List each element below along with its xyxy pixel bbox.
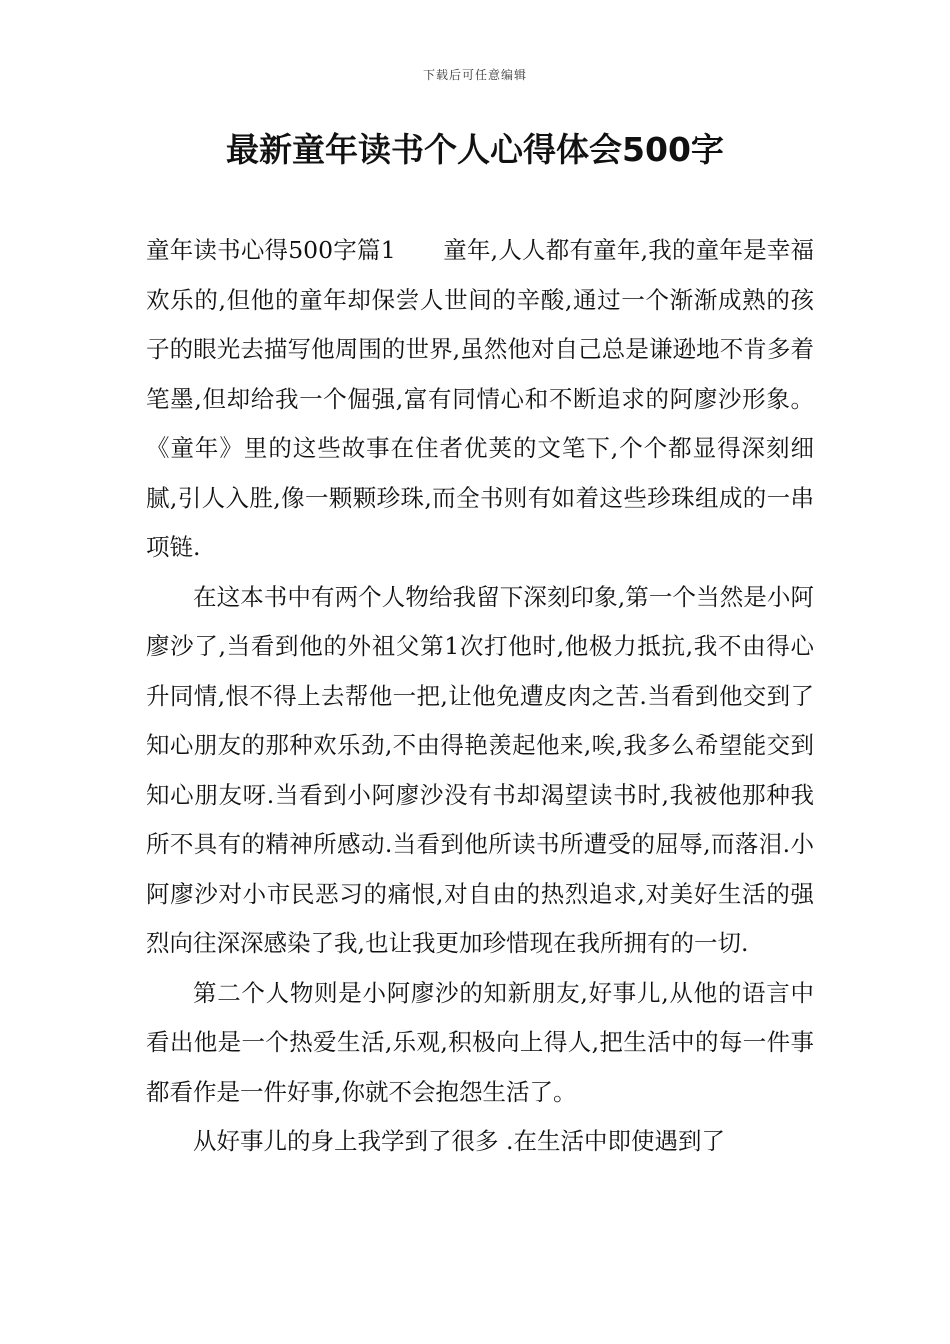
paragraph-4: 从好事儿的身上我学到了很多 .在生活中即使遇到了 bbox=[193, 1127, 725, 1155]
document-title: 最新童年读书个人心得体会500字 bbox=[226, 130, 724, 169]
paragraph-2: 在这本书中有两个人物给我留下深刻印象,第一个当然是小阿廖沙了,当看到他的外祖父第1次打他时,他极力抵抗,我不由得心升同情,恨不得上去帮他一把,让他免遭皮肉之苦.当看到他交到了知心朋友的那种欢乐劲,不由得艳羡起他来,唉,我多么希望能交到知心朋友呀.当看到小阿廖沙没有书却渴望读书时,我被他那种我所不具有的精神所感动.当看到他所读书所遭受的屈辱,而落泪.小阿廖沙对小市民恶习的痛恨,对自由的热烈追求,对美好生活的强烈向往深深感染了我,也让我更加珍惜现在我所拥有的一切. bbox=[146, 582, 814, 957]
header-note: 下载后可任意编辑 bbox=[422, 68, 527, 82]
document-body bbox=[146, 226, 814, 1167]
paragraph-1: 童年读书心得500字篇1 童年,人人都有童年,我的童年是幸福欢乐的,但他的童年却保尝人世间的辛酸,通过一个渐渐成熟的孩子的眼光去描写他周围的世界,虽然他对自己总是谦逊地不肯多着笔墨,但却给我一个倔强,富有同情心和不断追求的阿廖沙形象。《童年》里的这些故事在住者优荚的文笔下,个个都显得深刻细腻,引人入胜,像一颗颗珍珠,而全书则有如着这些珍珠组成的一串项链. bbox=[146, 236, 814, 561]
paragraph-3: 第二个人物则是小阿廖沙的知新朋友,好事儿,从他的语言中看出他是一个热爱生活,乐观,积极向上得人,把生活中的每一件事都看作是一件好事,你就不会抱怨生活了。 bbox=[146, 978, 814, 1106]
